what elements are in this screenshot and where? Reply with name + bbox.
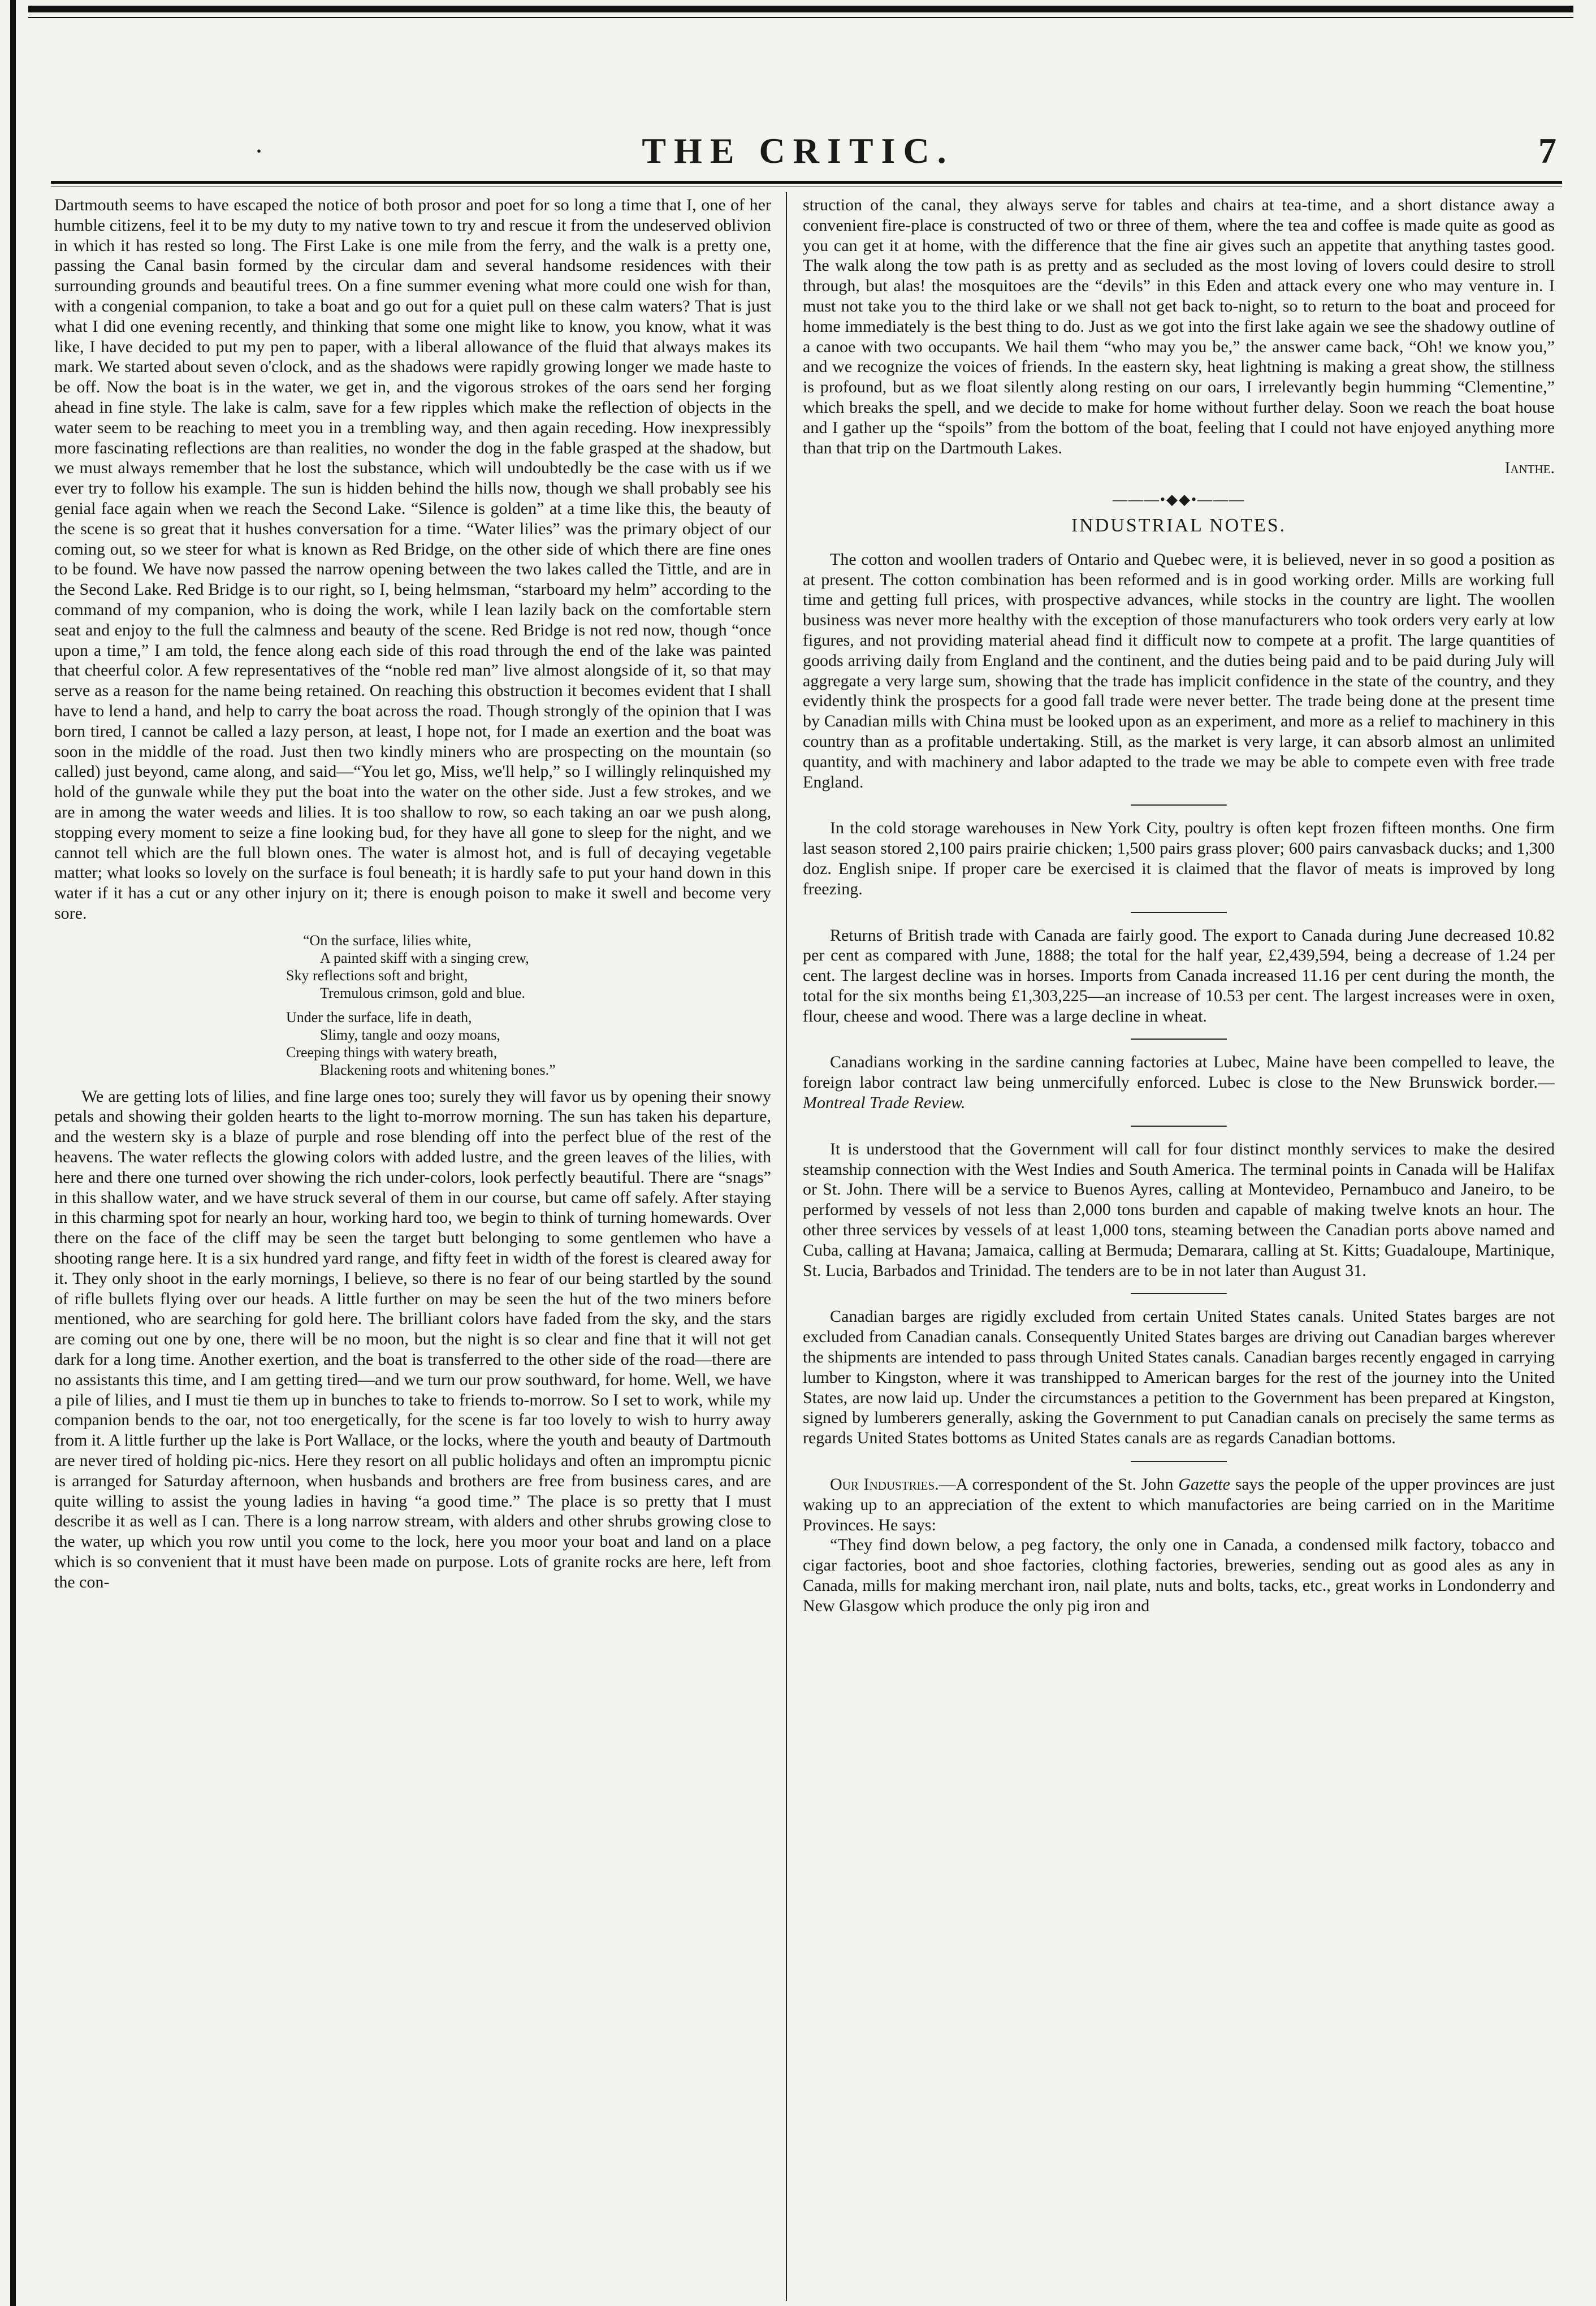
article-paragraph: Dartmouth seems to have escaped the notice of both prosor and poet for so long a time that I, one of her humble citizens, feel it to be my duty to my native town to try and rescue it from the undeserved oblivion in which it has rested so long. The First Lake is one mile from the ferry, and the walk is a pretty one, passing the Canal basin formed by the circular dam and several handsome residences with their surrounding grounds and beautiful trees. On a fine summer evening what more could one wish for than, with a congenial companion, to take a boat and go out for a quiet pull on these calm waters? That is just what I did one evening recently, and thinking that some one might like to know, you know, what it was like, I have decided to put my pen to paper, with a liberal allowance of the fluid that always makes its mark. We started about seven o'clock, and as the shadows were rapidly growing longer we made haste to be off. Now the boat is in the water, we get in, and the vigorous strokes of the oars send her forging ahead in fine style. The lake is calm, save for a few ripples which make the reflection of objects in the water seem to be reaching to meet you in a trembling way, and then again receding. How inexpressibly more fascinating reflections are than realities, no wonder the dog in the fable grasped at the shadow, but we must always remember that he lost the substance, which will undoubtedly be the case with us if we ever try to follow his example. The sun is hidden behind the hills now, though we shall probably see his genial face again when we reach the Second Lake. “Silence is golden” at a time like this, the beauty of the scene is so great that it hushes conversation for a time. “Water lilies” was the primary object of our coming out, so we steer for what is known as Red Bridge, on the other side of which there are fine ones to be found. We have now passed the narrow opening between the two lakes called the Tittle, and are in the Second Lake. Red Bridge is to our right, so I, being helmsman, “starboard my helm” according to the command of my companion, who is doing the work, while I lean lazily back on the comfortable stern seat and enjoy to the full the calmness and beauty of the scene. Red Bridge is not red now, though “once upon a time,” I am told, the fence along each side of this road through the end of the lake was painted that cheerful color. A few representatives of the “noble red man” live almost alongside of it, so that may serve as a reason for the name being retained. On reaching this obstruction it becomes evident that I shall have to lend a hand, and help to carry the boat across the road. Though strongly of the opinion that I was born tired, I cannot be called a lazy person, at least, I hope not, for I made an exertion and the boat was soon in the middle of the road. Just then two kindly miners who are prospecting on the mountain (so called) just beyond, came along, and said—“You let go, Miss, we'll help,” so I willingly relinquished my hold of the gunwale while they put the boat into the water on the other side. Just a few strokes, and we are in among the water weeds and lilies. It is too shallow to row, so each taking an oar we push along, stopping every moment to seize a fine looking bud, for they have all gone to sleep for the night, and we cannot tell which are the full blown ones. The water is almost hot, and is full of decaying vegetable matter; what looks so lovely on the surface is foul beneath; it is hardly safe to put your hand down in this water if it has a cut or any other injury on it; there is enough poison to make it swell and become very sore. xyxy=(54,196,771,923)
right-column xyxy=(803,195,1555,1616)
masthead xyxy=(0,130,1596,198)
note-quote: “They find down below, a peg factory, the only one in Canada, a condensed milk factory, tobacco and cigar factories, boot and shoe factories, clothing factories, breweries, sending out as good ales as any in Canada, mills for making merchant iron, nail plate, nuts and bolts, tacks, etc., great works in Londonderry and New Glasgow which produce the only pig iron and xyxy=(803,1535,1555,1615)
top-rule-thin xyxy=(28,17,1573,18)
page-number: 7 xyxy=(1538,131,1556,171)
note-paragraph xyxy=(803,1052,1555,1113)
poem-line: Slimy, tangle and oozy moans, xyxy=(320,1026,500,1043)
header-rule xyxy=(51,181,1562,184)
masthead-dot: · xyxy=(254,136,263,166)
poem-line: Creeping things with watery breath, xyxy=(286,1044,498,1061)
column-divider xyxy=(786,192,787,2301)
note-text: —A correspondent of the St. John xyxy=(938,1475,1179,1494)
note-divider xyxy=(1131,804,1227,806)
section-ornament: ———•◆◆•——— xyxy=(1112,491,1245,508)
note-text: says the people of the upper provinces are just waking up to an appreciation of the extent to which manufactories are being carried on in the Maritime Provinces. He says: xyxy=(803,1475,1555,1534)
note-divider xyxy=(1131,1126,1227,1127)
note-divider xyxy=(1131,1461,1227,1462)
poem-line: Sky reflections soft and bright, xyxy=(286,967,468,984)
poem-stanza xyxy=(54,1009,771,1079)
note-paragraph xyxy=(803,1474,1555,1535)
note-paragraph: It is understood that the Government will call for four distinct monthly services to make the desired steamship connection with the West Indies and South America. The terminal points in Canada will be Halifax or St. John. There will be a service to Buenos Ayres, calling at Montevideo, Pernambuco and Janeiro, to be performed by vessels of not less than 2,000 tons burden and capable of making twelve knots an hour. The other three services by vessels of at least 1,000 tons, steaming between the Canadian ports above named and Cuba, calling at Havana; Jamaica, calling at Bermuda; Demarara, calling at St. Kitts; Guadaloupe, Martinique, St. Lucia, Barbados and Trinidad. The tenders are to be in not later than August 31. xyxy=(803,1139,1555,1280)
note-paragraph: Returns of British trade with Canada are fairly good. The export to Canada during June decreased 10.82 per cent as compared with June, 1888; the total for the half year, £2,439,594, being a decrease of 1.24 per cent. The largest decline was in horses. Imports from Canada increased 11.16 per cent during the month, the total for the six months being £1,303,225—an increase of 10.53 per cent. The largest increases were in oxen, flour, cheese and wood. There was a large decline in wheat. xyxy=(803,925,1555,1026)
author-signature: Ianthe. xyxy=(1504,458,1555,478)
top-rule xyxy=(28,6,1573,12)
poem xyxy=(54,932,771,1079)
note-divider xyxy=(1131,1293,1227,1294)
newspaper-name: Gazette xyxy=(1178,1475,1230,1494)
note-paragraph: In the cold storage warehouses in New York City, poultry is often kept frozen fifteen months. One firm last season stored 2,100 pairs prairie chicken; 1,500 pairs grass plover; 600 pairs canvasback ducks; and 1,300 doz. English snipe. If proper care be exercised it is claimed that the flavor of meats is improved by long freezing. xyxy=(803,819,1555,898)
poem-line: A painted skiff with a singing crew, xyxy=(320,949,529,966)
note-paragraph: The cotton and woollen traders of Ontario and Quebec were, it is believed, never in so good a position as at present. The cotton combination has been reformed and is in good working order. Mills are working full time and getting full prices, with prospective advances, while stocks in the country are light. The woollen business was never more healthy with the exception of those manufacturers who took orders very early at low figures, and not providing material ahead find it difficult now to compete at a profit. The large quantities of goods arriving daily from England and the continent, and the duties being paid and to be paid during July will aggregate a very large sum, showing that the trade has implicit confidence in the state of the country, and they evidently think the prospects for a good fall trade were never better. The trade being done at the present time by Canadian mills with China must be looked upon as an experiment, and more as a relief to machinery in this country than as a profitable undertaking. Still, as the market is very large, it can absorb almost an unlimited quantity, and with machinery and labor adapted to the trade we may be able to compete even with free trade England. xyxy=(803,550,1555,791)
note-divider xyxy=(1131,912,1227,913)
note-text: Canadians working in the sardine canning factories at Lubec, Maine have been compelled to leave, the foreign labor contract law being unmercifully enforced. Lubec is close to the New Brunswick border.— xyxy=(803,1053,1555,1092)
poem-line: Blackening roots and whitening bones.” xyxy=(320,1061,556,1078)
binding-edge xyxy=(10,0,16,2306)
poem-line: Tremulous crimson, gold and blue. xyxy=(320,984,526,1001)
poem-line: “On the surface, lilies white, xyxy=(303,932,472,949)
left-column xyxy=(54,195,771,1593)
page-title: THE CRITIC. xyxy=(642,131,954,171)
section-heading: INDUSTRIAL NOTES. xyxy=(1071,514,1287,536)
note-lead: Our Industries. xyxy=(830,1475,939,1494)
note-paragraph: Canadian barges are rigidly excluded from certain United States canals. United States barges are not excluded from Canadian canals. Consequently United States barges are driving out Canadian barges wherever the shipments are intended to pass through United States canals. Canadian barges recently engaged in carrying lumber to Kingston, where it was transhipped to American barges for the rest of the journey into the United States, are now laid up. Under the circumstances a petition to the Government has been prepared at Kingston, signed by lumberers generally, asking the Government to put Canadian canals on precisely the same terms as regards United States bottoms as United States canals are as regards Canadian bottoms. xyxy=(803,1307,1555,1448)
note-divider xyxy=(1131,1039,1227,1040)
note-source: Montreal Trade Review. xyxy=(803,1093,966,1113)
article-paragraph: We are getting lots of lilies, and fine large ones too; surely they will favor us by opening their snowy petals and showing their golden hearts to the light to-morrow morning. The sun has taken his departure, and the western sky is a blaze of purple and rose blending off into the perfect blue of the rest of the heavens. The water reflects the glowing colors with added lustre, and the green leaves of the lilies, with here and there one turned over showing the rich under-colors, look perfectly beautiful. There are “snags” in this shallow water, and we have struck several of them in our course, but came off safely. After staying in this charming spot for nearly an hour, working hard too, we begin to think of turning homewards. Over there on the face of the cliff may be seen the target butt belonging to some gentlemen who have a shooting range here. It is a six hundred yard range, and fifty feet in width of the forest is cleared away for it. They only shoot in the early mornings, I believe, so there is no fear of our being startled by the sound of rifle bullets flying over our heads. A little further on may be seen the hut of the two miners before mentioned, who are searching for gold here. The brilliant colors have faded from the sky, and the stars are coming out one by one, there will be no moon, but the night is so clear and fine that it will not get dark for a long time. Another exertion, and the boat is transferred to the other side of the road—there are no assistants this time, and I am getting tired—and we turn our prow southward, for home. Well, we have a pile of lilies, and I must tie them up in bunches to take to friends to-morrow. So I set to work, while my companion bends to the oar, not too energetically, for the scene is far too lovely to wish to hurry away from it. A little further up the lake is Port Wallace, or the locks, where the youth and beauty of Dartmouth are never tired of holding pic-nics. Here they resort on all public holidays and often an impromptu picnic is arranged for Saturday afternoon, when husbands and brothers are free from business cares, and are quite willing to assist the young ladies in having “a good time.” The place is so pretty that I must describe it as well as I can. There is a long narrow stream, with alders and other shrubs growing close to the water, up which you row until you come to the lock, here you moor your boat and land on a place which is so convenient that it must have been made on purpose. Lots of granite rocks are here, left from the con- xyxy=(54,1087,771,1591)
article-paragraph: struction of the canal, they always serve for tables and chairs at tea-time, and a short distance away a convenient fire-place is constructed of two or three of them, where the tea and coffee is made quite as good as you can get it at home, with the difference that the fine air gives such an appetite that anything tastes good. The walk along the tow path is as pretty and as secluded as the most loving of lovers could desire to stroll through, but alas! the mosquitoes are the “devils” in this Eden and attack every one who may venture in. I must not take you to the third lake or we shall not get back to-night, so to return to the boat and proceed for home immediately is the best thing to do. Just as we got into the first lake again we see the shadowy outline of a canoe with two occupants. We hail them “who may you be,” the answer came back, “Oh! we know you,” and we recognize the voices of friends. In the eastern sky, heat lightning is making a great show, the stillness is profound, but as we float silently along resting on our oars, I irrelevantly begin humming “Clementine,” which breaks the spell, and we decide to make for home without further delay. Soon we reach the boat house and I gather up the “spoils” from the bottom of the boat, feeling that I could not have enjoyed anything more than that trip on the Dartmouth Lakes. xyxy=(803,196,1555,457)
poem-line: Under the surface, life in death, xyxy=(286,1009,472,1026)
poem-stanza xyxy=(54,932,771,1002)
